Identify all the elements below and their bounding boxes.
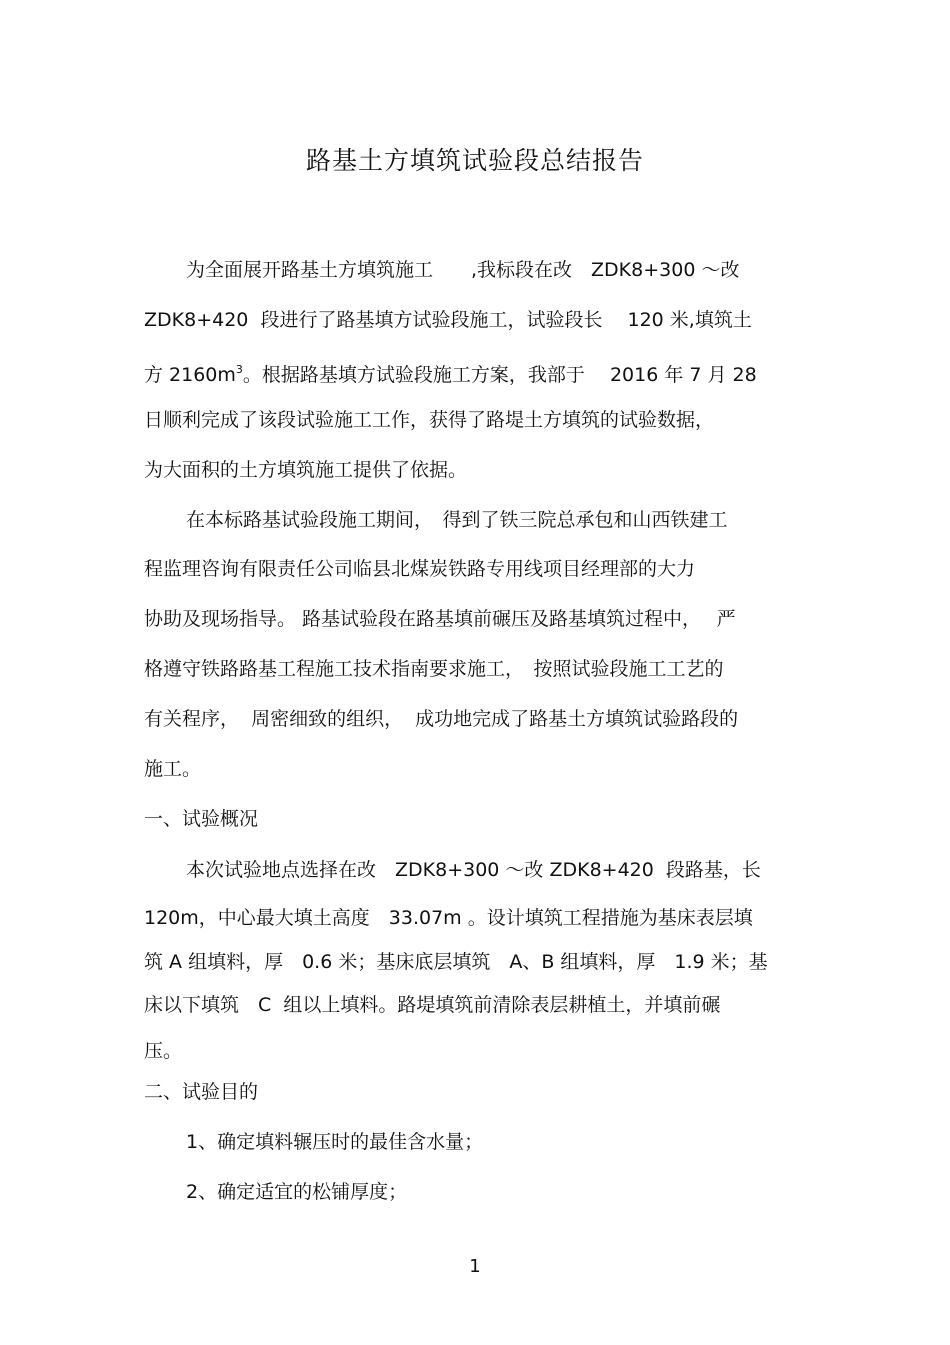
section-2-item-2: 2、确定适宜的松铺厚度；: [186, 1181, 408, 1203]
section-1-line-3: 筑 A 组填料，厚 0.6 米；基床底层填筑 A、B 组填料，厚 1.9 米；基: [144, 951, 768, 973]
paragraph-2-line-6: 施工。: [144, 758, 202, 780]
paragraph-2-line-5: 有关程序， 周密细致的组织， 成功地完成了路基土方填筑试验路段的: [144, 708, 739, 730]
superscript-exponent: 3: [235, 363, 243, 376]
page-number: 1: [469, 1256, 481, 1277]
section-1-line-2: 120m，中心最大填土高度 33.07m 。设计填筑工程措施为基床表层填: [144, 907, 753, 929]
paragraph-2-line-4: 格遵守铁路路基工程施工技术指南要求施工， 按照试验段施工工艺的: [144, 658, 724, 680]
paragraph-1-line-1: 为全面展开路基土方填筑施工 ,我标段在改 ZDK8+300 ～改: [186, 259, 740, 281]
paragraph-1-line-5: 为大面积的土方填筑施工提供了依据。: [144, 459, 468, 481]
paragraph-1-line-3-start: 方 2160m: [144, 364, 236, 386]
section-2-heading: 二、试验目的: [144, 1081, 259, 1103]
paragraph-2-line-1: 在本标路基试验段施工期间， 得到了铁三院总承包和山西铁建工: [186, 509, 728, 531]
section-1-line-4: 床以下填筑 C 组以上填料。路堤填筑前清除表层耕植土，并填前碾: [144, 994, 721, 1016]
paragraph-1-line-2: ZDK8+420 段进行了路基填方试验段施工，试验段长 120 米,填筑土: [144, 309, 752, 331]
paragraph-1-line-3: [144, 358, 757, 387]
paragraph-1-line-3-end: 。根据路基填方试验段施工方案，我部于 2016 年 7 月 28: [242, 364, 757, 386]
paragraph-2-line-2: 程监理咨询有限责任公司临县北煤炭铁路专用线项目经理部的大力: [144, 558, 696, 580]
document-title: 路基土方填筑试验段总结报告: [305, 146, 644, 175]
section-1-heading: 一、试验概况: [144, 808, 259, 830]
paragraph-1-line-4: 日顺利完成了该段试验施工工作，获得了路堤土方填筑的试验数据，: [144, 409, 715, 431]
section-1-line-5: 压。: [144, 1040, 183, 1062]
section-2-item-1: 1、确定填料辗压时的最佳含水量；: [186, 1131, 484, 1153]
section-1-line-1: 本次试验地点选择在改 ZDK8+300 ～改 ZDK8+420 段路基，长: [186, 859, 761, 881]
paragraph-2-line-3: 协助及现场指导。 路基试验段在路基填前碾压及路基填筑过程中， 严: [144, 608, 736, 630]
